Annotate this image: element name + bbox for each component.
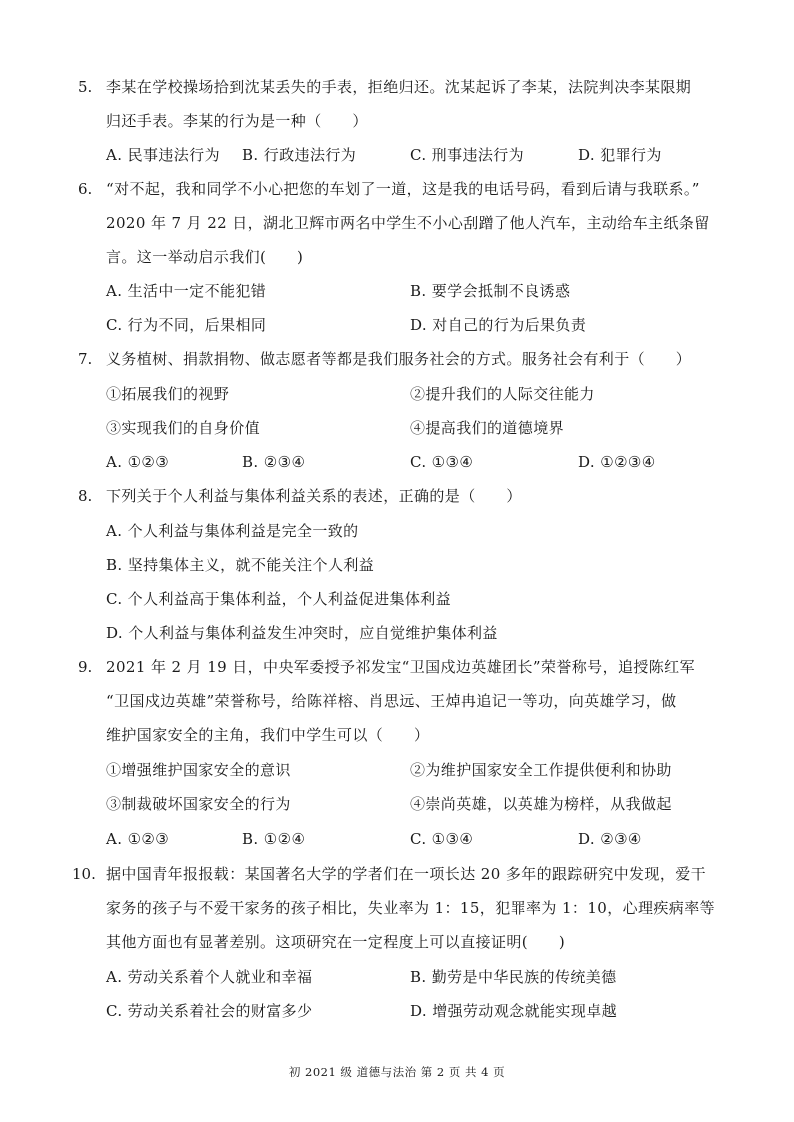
option-c: C. ①③④ [410, 453, 474, 471]
option-c: C. 个人利益高于集体利益，个人利益促进集体利益 [106, 590, 452, 608]
statement-2: ②为维护国家安全工作提供便利和协助 [410, 761, 672, 779]
question-text-line: 李某在学校操场拾到沈某丢失的手表，拒绝归还。沈某起诉了李某，法院判决李某限期 [106, 78, 692, 96]
option-b: B. ①②④ [242, 830, 306, 848]
option-d: D. 个人利益与集体利益发生冲突时，应自觉维护集体利益 [106, 624, 498, 642]
page-footer: 初 2021 级 道德与法治 第 2 页 共 4 页 [288, 1065, 506, 1079]
statement-1: ①增强维护国家安全的意识 [106, 761, 291, 779]
question-text-line: “对不起，我和同学不小心把您的车划了一道，这是我的电话号码，看到后请与我联系。” [106, 180, 700, 198]
option-c: C. ①③④ [410, 830, 474, 848]
option-d: D. 犯罪行为 [578, 146, 662, 164]
statement-4: ④提高我们的道德境界 [410, 419, 565, 437]
option-c: C. 刑事违法行为 [410, 146, 525, 164]
question-number: 5. [78, 78, 93, 96]
option-a: A. ①②③ [106, 830, 170, 848]
question-text-line: 言。这一举动启示我们( ) [106, 248, 304, 266]
question-number: 8. [78, 487, 93, 505]
option-a: A. 民事违法行为 [106, 146, 220, 164]
option-d: D. ②③④ [578, 830, 642, 848]
statement-3: ③制裁破坏国家安全的行为 [106, 795, 291, 813]
option-a: A. 生活中一定不能犯错 [106, 282, 267, 300]
option-a: A. 劳动关系着个人就业和幸福 [106, 968, 313, 986]
question-number: 7. [78, 350, 93, 368]
question-text-line: 2020 年 7 月 22 日，湖北卫辉市两名中学生不小心刮蹭了他人汽车，主动给车主纸条留 [106, 214, 710, 232]
option-d: D. 增强劳动观念就能实现卓越 [410, 1002, 618, 1020]
question-number: 9. [78, 658, 93, 676]
question-text-line: 其他方面也有显著差别。这项研究在一定程度上可以直接证明( ) [106, 933, 566, 951]
question-number: 6. [78, 180, 93, 198]
option-a: A. ①②③ [106, 453, 170, 471]
statement-4: ④崇尚英雄，以英雄为榜样，从我做起 [410, 795, 672, 813]
option-b: B. 勤劳是中华民族的传统美德 [410, 968, 617, 986]
option-c: C. 劳动关系着社会的财富多少 [106, 1002, 313, 1020]
question-text-line: 下列关于个人利益与集体利益关系的表述，正确的是（ ） [106, 487, 522, 505]
option-b: B. ②③④ [242, 453, 306, 471]
question-number: 10. [72, 865, 96, 883]
question-text-line: 家务的孩子与不爱干家务的孩子相比，失业率为 1：15，犯罪率为 1：10，心理疾病率等 [106, 899, 716, 917]
option-d: D. 对自己的行为后果负责 [410, 316, 587, 334]
statement-2: ②提升我们的人际交往能力 [410, 385, 595, 403]
question-text-line: 维护国家安全的主角，我们中学生可以（ ） [106, 726, 430, 744]
question-text-line: 据中国青年报报载：某国著名大学的学者们在一项长达 20 多年的跟踪研究中发现，爱干 [106, 865, 707, 883]
question-text-line: 义务植树、捐款捐物、做志愿者等都是我们服务社会的方式。服务社会有利于（ ） [106, 350, 692, 368]
question-text-line: 2021 年 2 月 19 日，中央军委授予祁发宝“卫国戍边英雄团长”荣誉称号，追授陈红军 [106, 658, 695, 676]
option-b: B. 要学会抵制不良诱惑 [410, 282, 571, 300]
statement-1: ①拓展我们的视野 [106, 385, 230, 403]
question-text-line: “卫国戍边英雄”荣誉称号，给陈祥榕、肖思远、王焯冉追记一等功，向英雄学习，做 [106, 692, 677, 710]
option-a: A. 个人利益与集体利益是完全一致的 [106, 522, 359, 540]
option-b: B. 坚持集体主义，就不能关注个人利益 [106, 556, 375, 574]
option-b: B. 行政违法行为 [242, 146, 357, 164]
question-text-line: 归还手表。李某的行为是一种（ ） [106, 112, 368, 130]
statement-3: ③实现我们的自身价值 [106, 419, 261, 437]
option-c: C. 行为不同，后果相同 [106, 316, 267, 334]
option-d: D. ①②③④ [578, 453, 656, 471]
